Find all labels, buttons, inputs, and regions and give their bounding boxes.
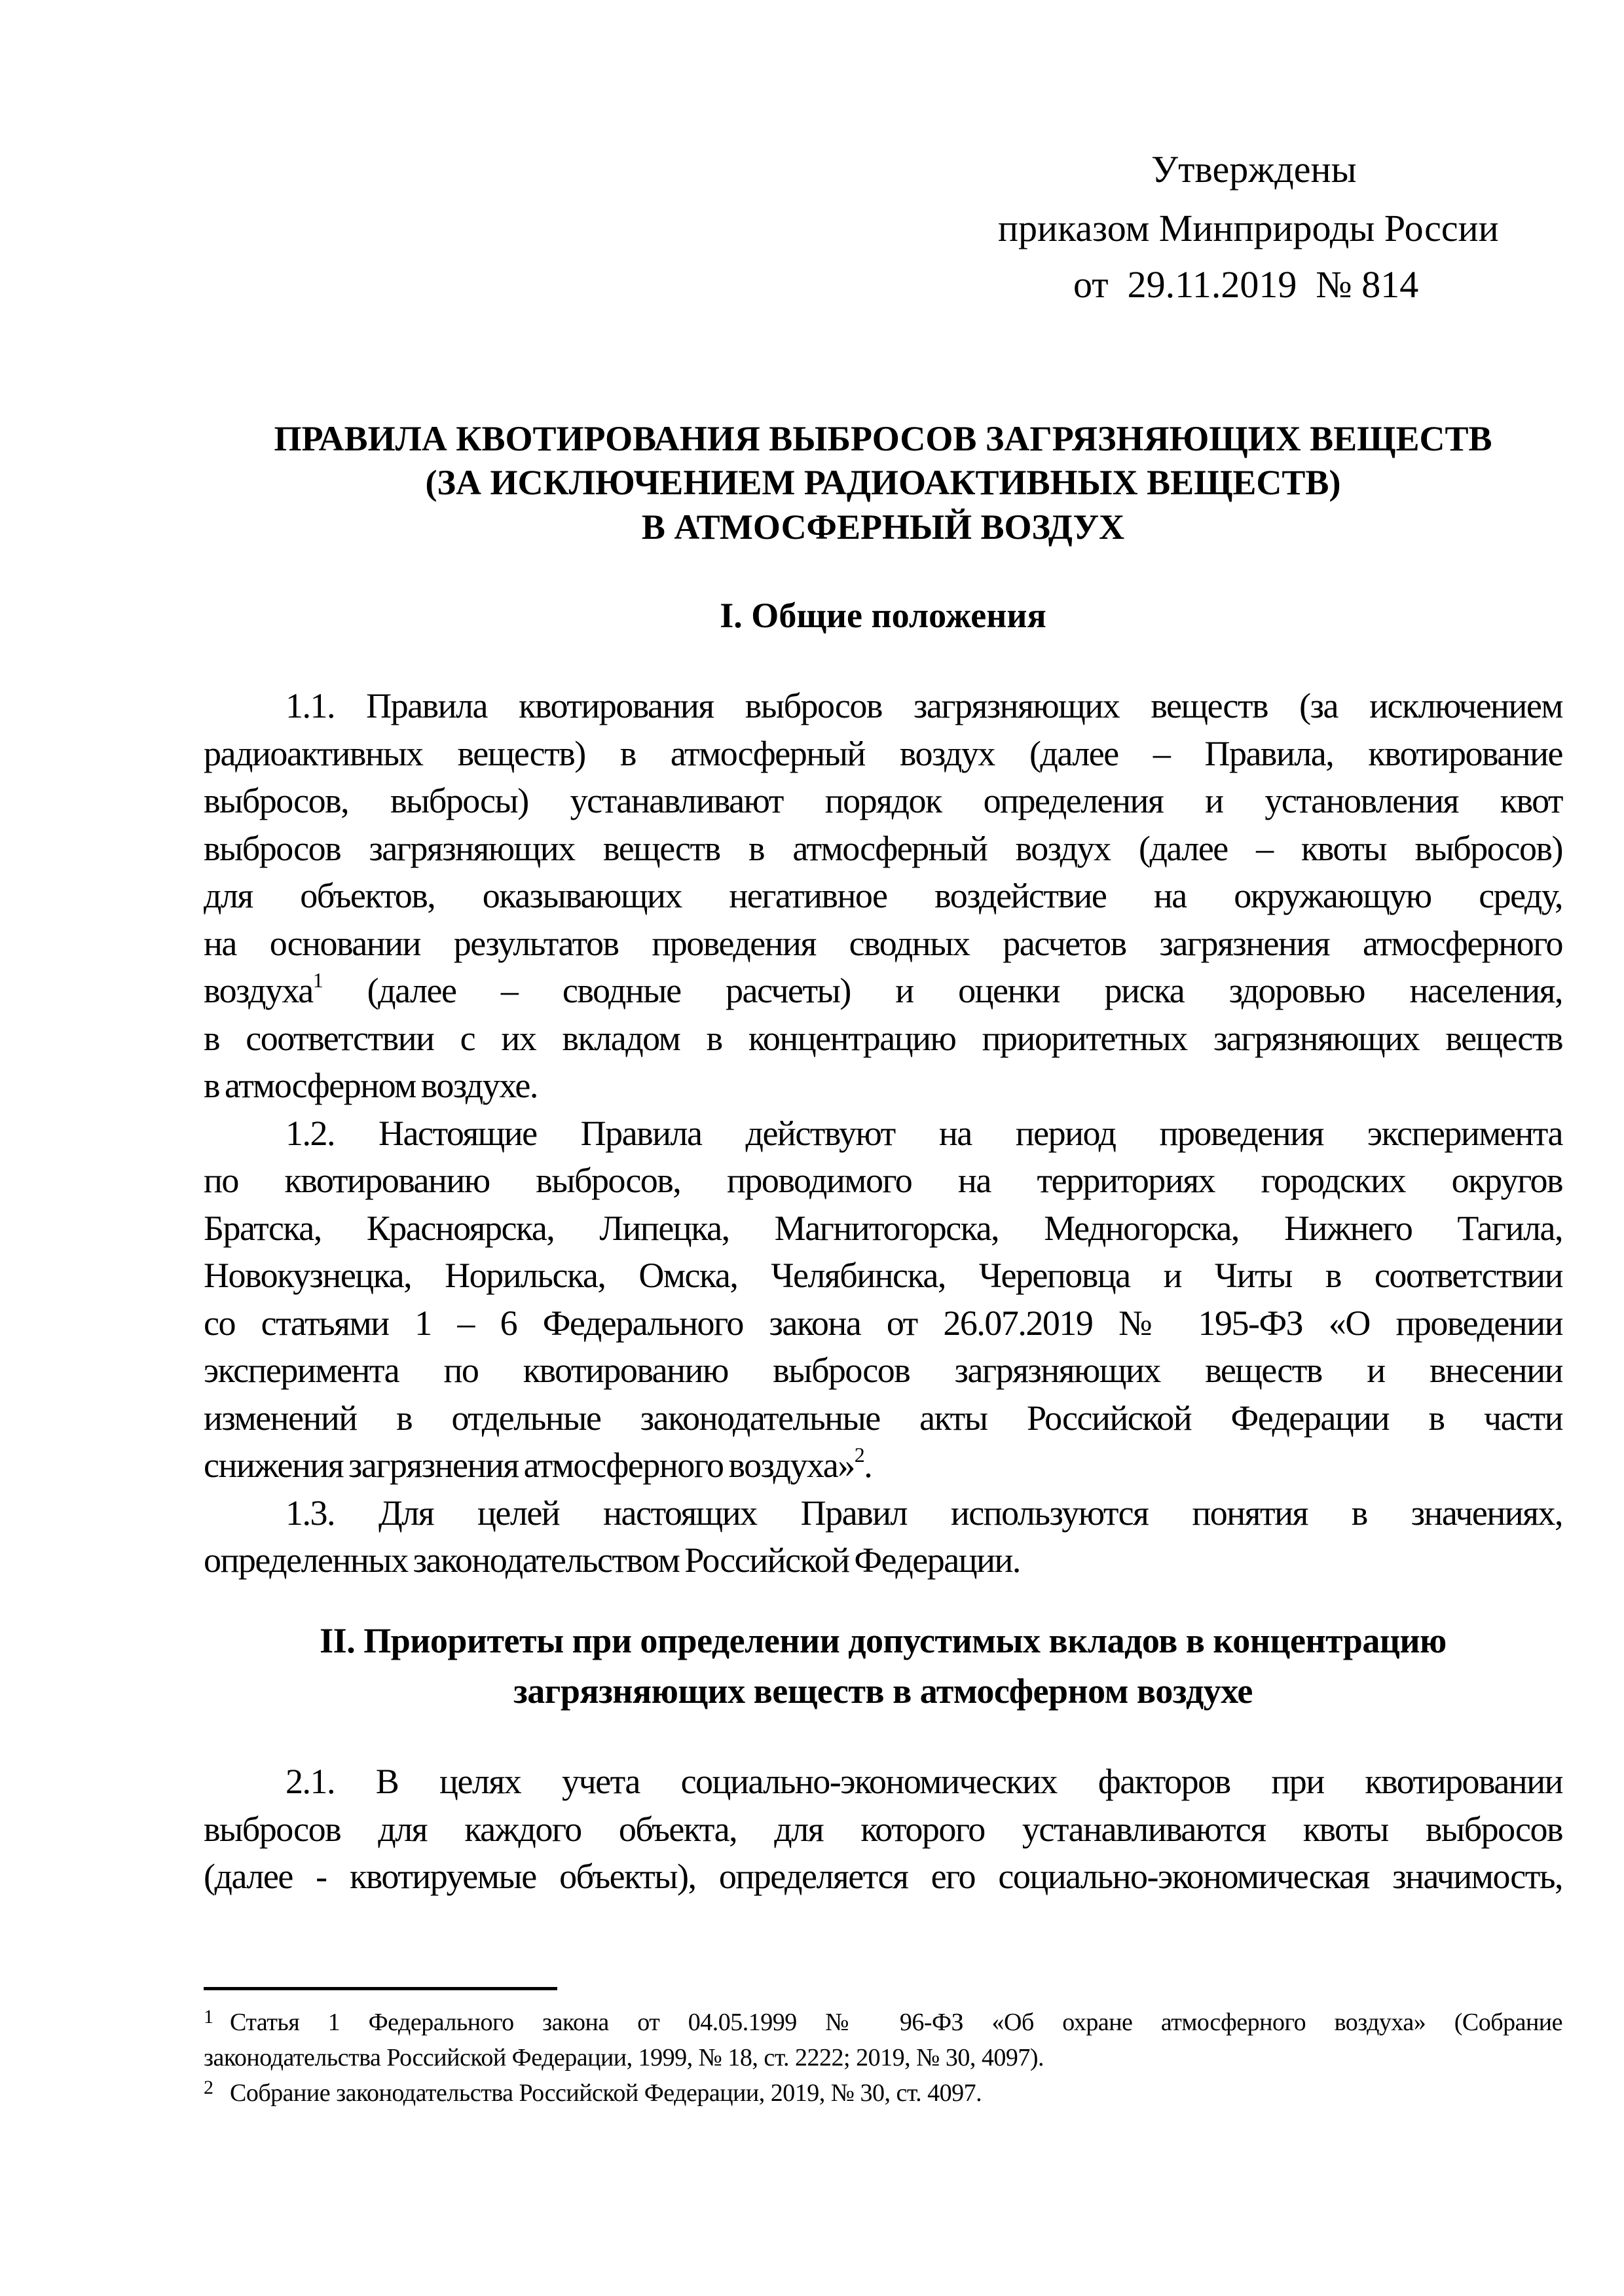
paragraph-2-1-line: (далее - квотируемые объекты), определяется его социально-экономическая значимость, (204, 1857, 1562, 1896)
paragraph-1-2-line: изменений в отдельные законодательные акты Российской Федерации в части (204, 1398, 1562, 1438)
paragraph-1-1-line: выбросов загрязняющих веществ в атмосферный воздух (далее – квоты выбросов) (204, 828, 1562, 868)
approval-line-1: Утверждены (1151, 148, 1357, 191)
section-2-body (204, 1758, 1562, 1901)
text: . (864, 1446, 872, 1485)
paragraph-2-1-line: 2.1. В целях учета социально-экономических факторов при квотировании (286, 1762, 1562, 1801)
section-1-body (204, 682, 1562, 1584)
footnote-1 (204, 2005, 1562, 2075)
document-title-line-3: В АТМОСФЕРНЫЙ ВОЗДУХ (641, 507, 1125, 547)
paragraph-1-2-line: эксперимента по квотированию выбросов загрязняющих веществ и внесении (204, 1351, 1562, 1390)
footnote-line: Собрание законодательства Российской Федерации, 2019, № 30, ст. 4097. (230, 2079, 982, 2107)
paragraph-1-2-line: Братска, Красноярска, Липецка, Магнитогорска, Медногорска, Нижнего Тагила, (204, 1208, 1562, 1248)
paragraph-1-1-line (204, 967, 1562, 1015)
footnote-2 (204, 2075, 1562, 2111)
paragraph-1-1-line: для объектов, оказывающих негативное воздействие на окружающую среду, (204, 876, 1562, 915)
paragraph-2-1-line: выбросов для каждого объекта, для которого устанавливаются квоты выбросов (204, 1809, 1562, 1849)
paragraph-1-2-line: со статьями 1 – 6 Федерального закона от 26.07.2019 № 195-ФЗ «О проведении (204, 1303, 1562, 1343)
section-2-heading-line-2: загрязняющих веществ в атмосферном воздухе (513, 1671, 1253, 1711)
paragraph-1-1-line: в атмосферном воздухе. (204, 1066, 538, 1105)
paragraph-1-2-line (204, 1442, 1562, 1489)
paragraph-1-2-line: 1.2. Настоящие Правила действуют на период проведения эксперимента (286, 1113, 1562, 1153)
approval-line-2: приказом Минприроды России (998, 207, 1499, 249)
footnote-number: 1 (204, 2006, 213, 2028)
section-2-heading-line-1: II. Приоритеты при определении допустимых вкладов в концентрацию (320, 1621, 1447, 1660)
document-title-line-1: ПРАВИЛА КВОТИРОВАНИЯ ВЫБРОСОВ ЗАГРЯЗНЯЮЩИХ ВЕЩЕСТВ (274, 419, 1492, 458)
paragraph-1-3-line: 1.3. Для целей настоящих Правил используются понятия в значениях, (286, 1493, 1562, 1533)
footnote-separator (204, 1987, 557, 1990)
text: снижения загрязнения атмосферного воздуха» (204, 1446, 855, 1485)
paragraph-1-2-line: Новокузнецка, Норильска, Омска, Челябинска, Череповца и Читы в соответствии (204, 1256, 1562, 1295)
text: воздуха (204, 971, 313, 1010)
paragraph-1-1-line: 1.1. Правила квотирования выбросов загрязняющих веществ (за исключением (286, 686, 1562, 725)
paragraph-1-1-line: на основании результатов проведения сводных расчетов загрязнения атмосферного (204, 923, 1562, 963)
paragraph-1-3-line: определенных законодательством Российской Федерации. (204, 1540, 1020, 1580)
section-1-heading: I. Общие положения (720, 596, 1046, 635)
paragraph-1-1-line: в соответствии с их вкладом в концентрацию приоритетных загрязняющих веществ (204, 1018, 1562, 1058)
footnote-number: 2 (204, 2077, 213, 2098)
footnote-line: Статья 1 Федерального закона от 04.05.1999 № 96-ФЗ «Об охране атмосферного воздуха» (Собрание (230, 2009, 1562, 2036)
text: (далее – сводные расчеты) и оценки риска здоровью населения, (322, 971, 1562, 1010)
footnote-ref-1[interactable]: 1 (312, 968, 323, 992)
footnote-line: законодательства Российской Федерации, 1999, № 18, ст. 2222; 2019, № 30, 4097). (204, 2044, 1044, 2071)
paragraph-1-2-line: по квотированию выбросов, проводимого на территориях городских округов (204, 1161, 1562, 1200)
paragraph-1-1-line: радиоактивных веществ) в атмосферный воздух (далее – Правила, квотирование (204, 733, 1562, 773)
footnote-ref-2[interactable]: 2 (854, 1443, 864, 1467)
paragraph-1-1-line: выбросов, выбросы) устанавливают порядок определения и установления квот (204, 781, 1562, 820)
document-title-line-2: (ЗА ИСКЛЮЧЕНИЕМ РАДИОАКТИВНЫХ ВЕЩЕСТВ) (425, 463, 1341, 502)
approval-line-3: от 29.11.2019 № 814 (1073, 263, 1419, 306)
